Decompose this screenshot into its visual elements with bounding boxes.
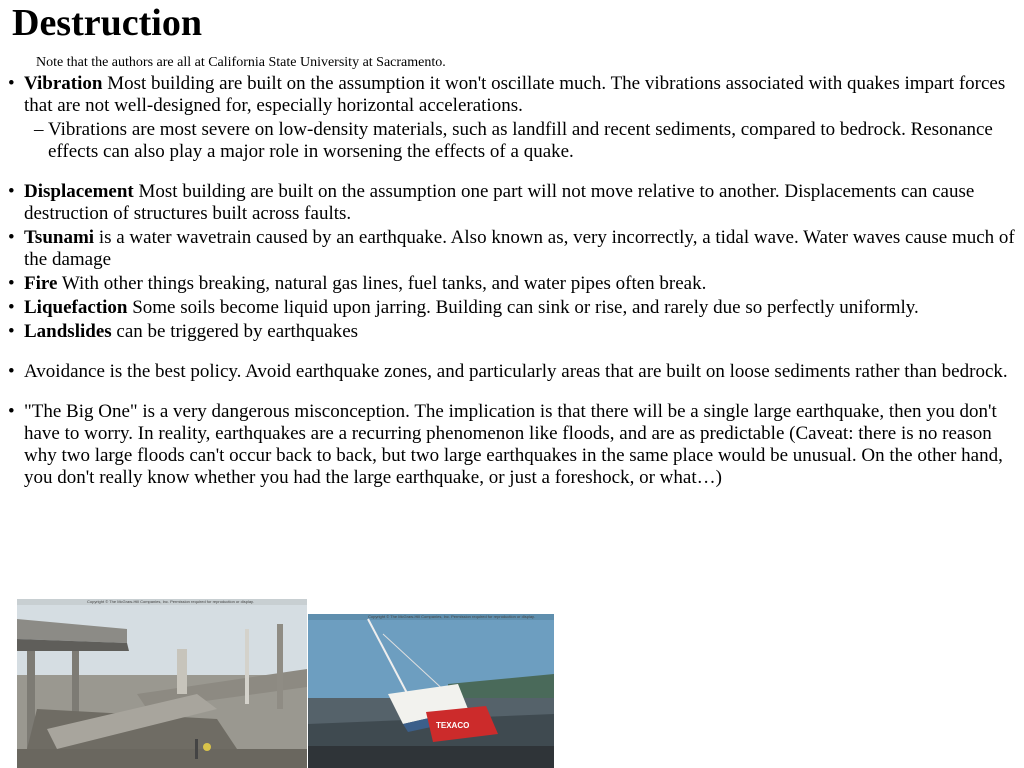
collapsed-freeway-photo xyxy=(17,599,307,768)
bullet-text: "The Big One" is a very dangerous misconception. The implication is that there will be a single large earthquake, then you don't have to worry. In reality, earthquakes are a recurring phenomenon like floods, and are as predictable (Caveat: there is no reason why two large floods can't occur back to back, but two large earthquakes in the same place would be unusual. On the other hand, you don't really know whether you had the large earthquake, or just a foreshock, or what…) xyxy=(24,401,1003,488)
bullet-avoidance xyxy=(8,361,1020,383)
bullet-vibration xyxy=(8,73,1020,117)
boat-wreck-photo xyxy=(308,614,554,768)
sub-bullet-dash: – xyxy=(34,119,44,140)
bullet-liquefaction xyxy=(8,297,1020,319)
bullet-text: Most building are built on the assumption one part will not move relative to another. Displacements can cause destruction of structures built across faults. xyxy=(24,181,975,224)
bullet-dot: • xyxy=(8,321,15,342)
bullet-text: Avoidance is the best policy. Avoid earthquake zones, and particularly areas that are built on loose sediments rather than bedrock. xyxy=(24,361,1008,382)
bullet-dot: • xyxy=(8,227,15,248)
bullet-list xyxy=(8,73,1020,489)
bullet-dot: • xyxy=(8,297,15,318)
freeway-illustration xyxy=(17,599,307,768)
bullet-fire xyxy=(8,273,1020,295)
bullet-dot: • xyxy=(8,273,15,294)
bullet-term: Landslides xyxy=(24,321,112,342)
slide-title: Destruction xyxy=(12,2,202,44)
bullet-term: Fire xyxy=(24,273,58,294)
bullet-text: Some soils become liquid upon jarring. Building can sink or rise, and rarely due so perfectly uniformly. xyxy=(127,297,919,318)
truck-label: TEXACO xyxy=(436,721,470,730)
bullet-text: is a water wavetrain caused by an earthquake. Also known as, very incorrectly, a tidal wave. Water waves cause much of the damage xyxy=(24,227,1015,270)
sub-bullet-vibration xyxy=(8,119,1020,163)
copyright-caption: Copyright © The McGraw-Hill Companies, Inc. Permission required for reproduction or display. xyxy=(87,599,254,604)
bullet-text: can be triggered by earthquakes xyxy=(111,321,359,342)
author-note: Note that the authors are all at California State University at Sacramento. xyxy=(36,55,446,70)
bullet-landslides xyxy=(8,321,1020,343)
boat-illustration xyxy=(308,614,554,768)
bullet-dot: • xyxy=(8,181,15,202)
bullet-dot: • xyxy=(8,401,15,422)
bullet-term: Displacement xyxy=(24,181,134,202)
bullet-displacement xyxy=(8,181,1020,225)
bullet-tsunami xyxy=(8,227,1020,271)
bullet-text: With other things breaking, natural gas lines, fuel tanks, and water pipes often break. xyxy=(57,273,707,294)
copyright-caption: Copyright © The McGraw-Hill Companies, Inc. Permission required for reproduction or display. xyxy=(368,614,535,619)
bullet-term: Tsunami xyxy=(24,227,95,248)
bullet-big-one xyxy=(8,401,1020,489)
bullet-term: Liquefaction xyxy=(24,297,128,318)
bullet-text: Most building are built on the assumption it won't oscillate much. The vibrations associated with quakes impart forces that are not well-designed for, especially horizontal accelerations. xyxy=(24,73,1006,116)
bullet-dot: • xyxy=(8,73,15,94)
sub-bullet-text: Vibrations are most severe on low-density materials, such as landfill and recent sediments, compared to bedrock. Resonance effects can also play a major role in worsening the effects of a quake. xyxy=(48,119,993,162)
bullet-dot: • xyxy=(8,361,15,382)
bullet-term: Vibration xyxy=(24,73,103,94)
